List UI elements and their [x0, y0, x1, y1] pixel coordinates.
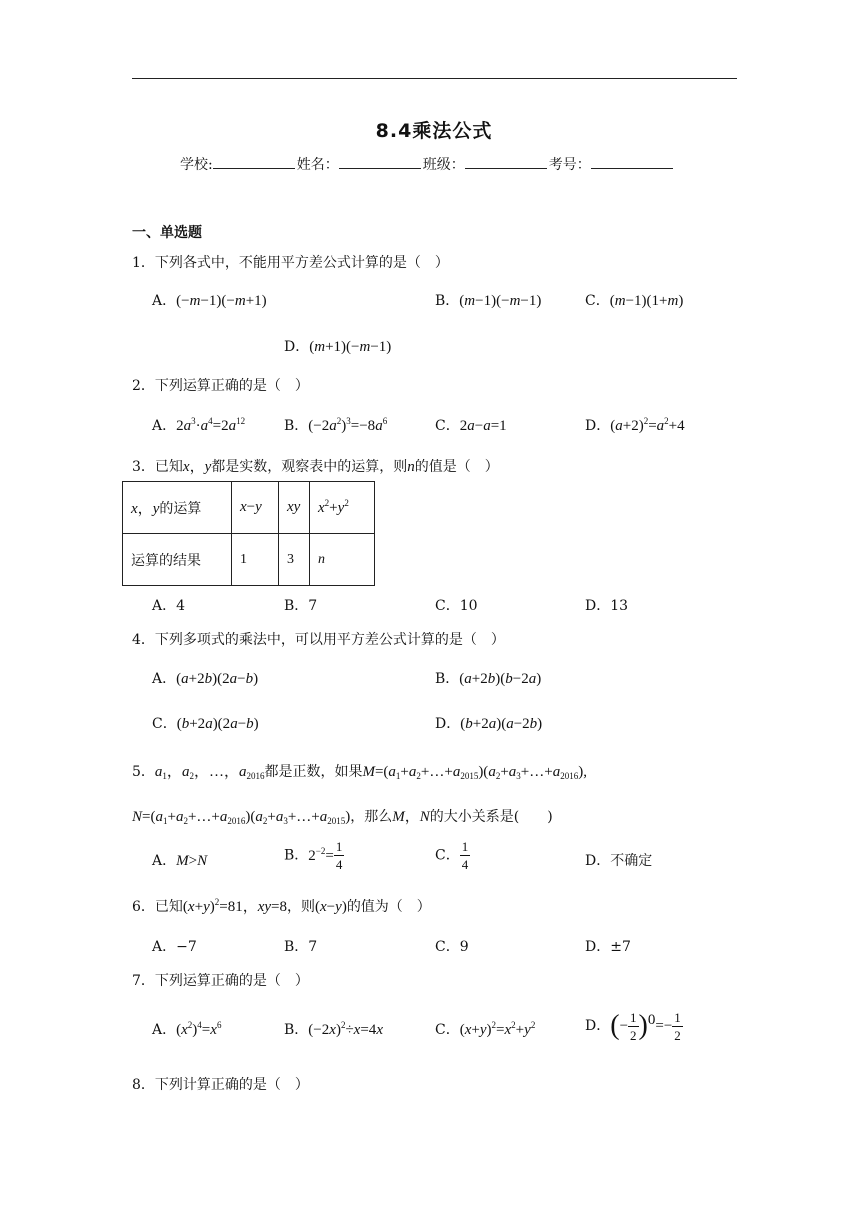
question-7-option-c [435, 1019, 535, 1039]
stem-text: 6．已知 [132, 899, 183, 915]
table-cell [123, 482, 232, 534]
stem-math: M，N [392, 809, 430, 825]
question-3-option-d: D．13 [585, 598, 629, 614]
option-math: (m−1)(−m−1) [459, 293, 542, 309]
stem-math: $(x+y)^2=81$，xy=8 [182, 897, 287, 915]
question-2-option-b [284, 415, 387, 435]
fraction: $\frac{1}{4}$ [461, 839, 469, 872]
table-cell: 1 [232, 534, 279, 586]
option-label: B． [284, 1022, 309, 1038]
option-math: (b+2a)(2a−b) [176, 716, 259, 732]
table-cell: n [310, 534, 375, 586]
question-2-option-a [152, 415, 245, 435]
option-math: ( [610, 1010, 620, 1041]
question-7-option-d [585, 1010, 683, 1042]
question-2-stem: 2．下列运算正确的是（ ） [132, 378, 309, 394]
stem-text: 3．已知 [132, 459, 183, 475]
option-math: ) [638, 1010, 648, 1041]
option-label: B． [435, 671, 460, 687]
question-5-stem-line-2 [132, 805, 553, 826]
question-3-option-b: B．7 [284, 598, 318, 614]
table-cell: 运算的结果 [123, 534, 232, 586]
option-label: A． [152, 853, 177, 869]
cell-math: x，y [131, 501, 160, 517]
question-5-option-a [152, 850, 207, 870]
stem-math: $N=(a_1+a_2+\dots+a_{2016})(a_2+a_3+\dots+a_{2015})$ [132, 809, 351, 826]
question-6-stem [132, 895, 431, 916]
option-label: D． [585, 418, 611, 434]
option-math: 2a−a=1 [459, 418, 507, 434]
option-math: (m−1)(1+m) [609, 293, 684, 309]
stem-math: (x−y) [315, 899, 347, 915]
option-math: (m+1)(−m−1) [309, 339, 392, 355]
stem-math: $a_1$，$a_2$，…，$a_{2016}$ [154, 764, 265, 781]
question-3-table [122, 481, 375, 586]
option-math: $(x^2)^4=x^6$ [176, 1020, 222, 1038]
header-rule [132, 78, 737, 79]
option-label: D． [435, 716, 461, 732]
question-4-option-d [435, 713, 542, 733]
option-label: B． [435, 293, 460, 309]
fraction: $\frac{1}{4}$ [335, 839, 343, 872]
option-math: $(-2x)^2\div x=4x$ [308, 1020, 383, 1038]
question-4-option-a [152, 668, 258, 688]
option-math: M>N [176, 853, 208, 869]
cell-text: 的运算 [159, 501, 202, 517]
option-label: D． [585, 1018, 611, 1034]
page-title: 8.4乘法公式 [375, 120, 493, 142]
question-7-option-a [152, 1019, 221, 1039]
stem-math: x，y [182, 459, 212, 475]
question-2-option-d [585, 415, 685, 435]
stem-text: 都是正数，如果 [264, 764, 363, 780]
option-math: $(-2a^2)^3=-8a^6$ [308, 416, 388, 434]
cell-math: xy [287, 499, 301, 515]
section-heading: 一、单选题 [132, 225, 202, 241]
name-blank [339, 156, 421, 169]
table-row [123, 482, 375, 534]
option-math: =− [655, 1018, 673, 1034]
option-label: C． [435, 847, 460, 864]
option-math: $(a+2)^2=a^2+4$ [610, 416, 685, 434]
stem-text: 的大小关系是( ) [429, 809, 553, 825]
stem-math: n [407, 459, 415, 475]
table-cell [232, 482, 279, 534]
option-math: − [619, 1018, 629, 1034]
option-label: C． [435, 1022, 460, 1038]
option-label: A． [152, 671, 177, 687]
option-math: $(x+y)^2=x^2+y^2$ [459, 1020, 536, 1038]
question-8-stem: 8．下列计算正确的是（ ） [132, 1077, 309, 1093]
stem-text: 的值为（ ） [346, 899, 431, 915]
exam-no-label: 考号： [548, 157, 591, 173]
class-label: 班级： [422, 157, 465, 173]
stem-math: $M=(a_1+a_2+\dots+a_{2015})(a_2+a_3+\dots+a_{2016})$, [362, 764, 587, 781]
question-6-option-a: A．−7 [152, 939, 197, 955]
question-1-option-b [435, 290, 541, 310]
question-7-stem: 7．下列运算正确的是（ ） [132, 973, 309, 989]
question-4-option-c [152, 713, 259, 733]
question-5-stem-line-1 [132, 760, 587, 781]
question-3-option-a: A．4 [152, 598, 186, 614]
question-6-option-b: B．7 [284, 939, 318, 955]
option-label: C． [435, 418, 460, 434]
question-4-stem: 4．下列多项式的乘法中，可以用平方差公式计算的是（ ） [132, 632, 505, 648]
option-math: $2a^3\cdot a^4=2a^{12}$ [176, 416, 246, 434]
question-1-option-d [284, 336, 391, 356]
question-4-option-b [435, 668, 541, 688]
question-1-stem: 1．下列各式中，不能用平方差公式计算的是（ ） [132, 255, 449, 271]
cell-math: $x^2+y^2$ [318, 498, 349, 516]
option-math: (a+2b)(2a−b) [176, 671, 259, 687]
table-row [123, 534, 375, 586]
student-info-line [180, 154, 675, 174]
table-cell: 3 [279, 534, 310, 586]
option-label: C． [152, 716, 177, 732]
question-number: 5． [132, 764, 155, 780]
table-cell [279, 482, 310, 534]
option-math: (−m−1)(−m+1) [176, 293, 267, 309]
question-3-option-c: C．10 [435, 598, 478, 614]
option-math: $2^{-2}=$ [308, 845, 334, 864]
question-1-option-c [585, 290, 683, 310]
option-math: (a+2b)(b−2a) [459, 671, 542, 687]
stem-text: 的值是（ ） [414, 459, 499, 475]
question-3-stem [132, 455, 499, 476]
stem-text: 都是实数，观察表中的运算，则 [211, 459, 408, 475]
question-5-option-c [435, 840, 470, 871]
question-5-option-d: D．不确定 [585, 853, 653, 869]
question-1-option-a [152, 290, 267, 310]
option-label: C． [585, 293, 610, 309]
table-cell [310, 482, 375, 534]
question-2-option-c [435, 415, 507, 435]
school-blank [213, 156, 295, 169]
fraction: $\frac{1}{2}$ [630, 1009, 637, 1043]
fraction: $\frac{1}{2}$ [674, 1009, 681, 1043]
stem-text: ，那么 [350, 809, 393, 825]
class-blank [465, 156, 547, 169]
option-math: (b+2a)(a−2b) [460, 716, 543, 732]
option-label: B． [284, 847, 309, 864]
question-7-option-b [284, 1019, 383, 1039]
exam-no-blank [591, 156, 673, 169]
cell-math: x−y [240, 499, 262, 515]
option-label: A． [152, 1022, 177, 1038]
stem-text: ，则 [287, 899, 315, 915]
option-math: 0 [647, 1012, 656, 1028]
name-label: 姓名： [296, 157, 339, 173]
option-label: A． [152, 293, 177, 309]
option-label: D． [284, 339, 310, 355]
question-6-option-d: D．±7 [585, 939, 631, 955]
option-label: A． [152, 418, 177, 434]
school-label: 学校: [180, 157, 213, 173]
option-label: B． [284, 418, 309, 434]
question-5-option-b [284, 840, 344, 871]
question-6-option-c: C．9 [435, 939, 469, 955]
